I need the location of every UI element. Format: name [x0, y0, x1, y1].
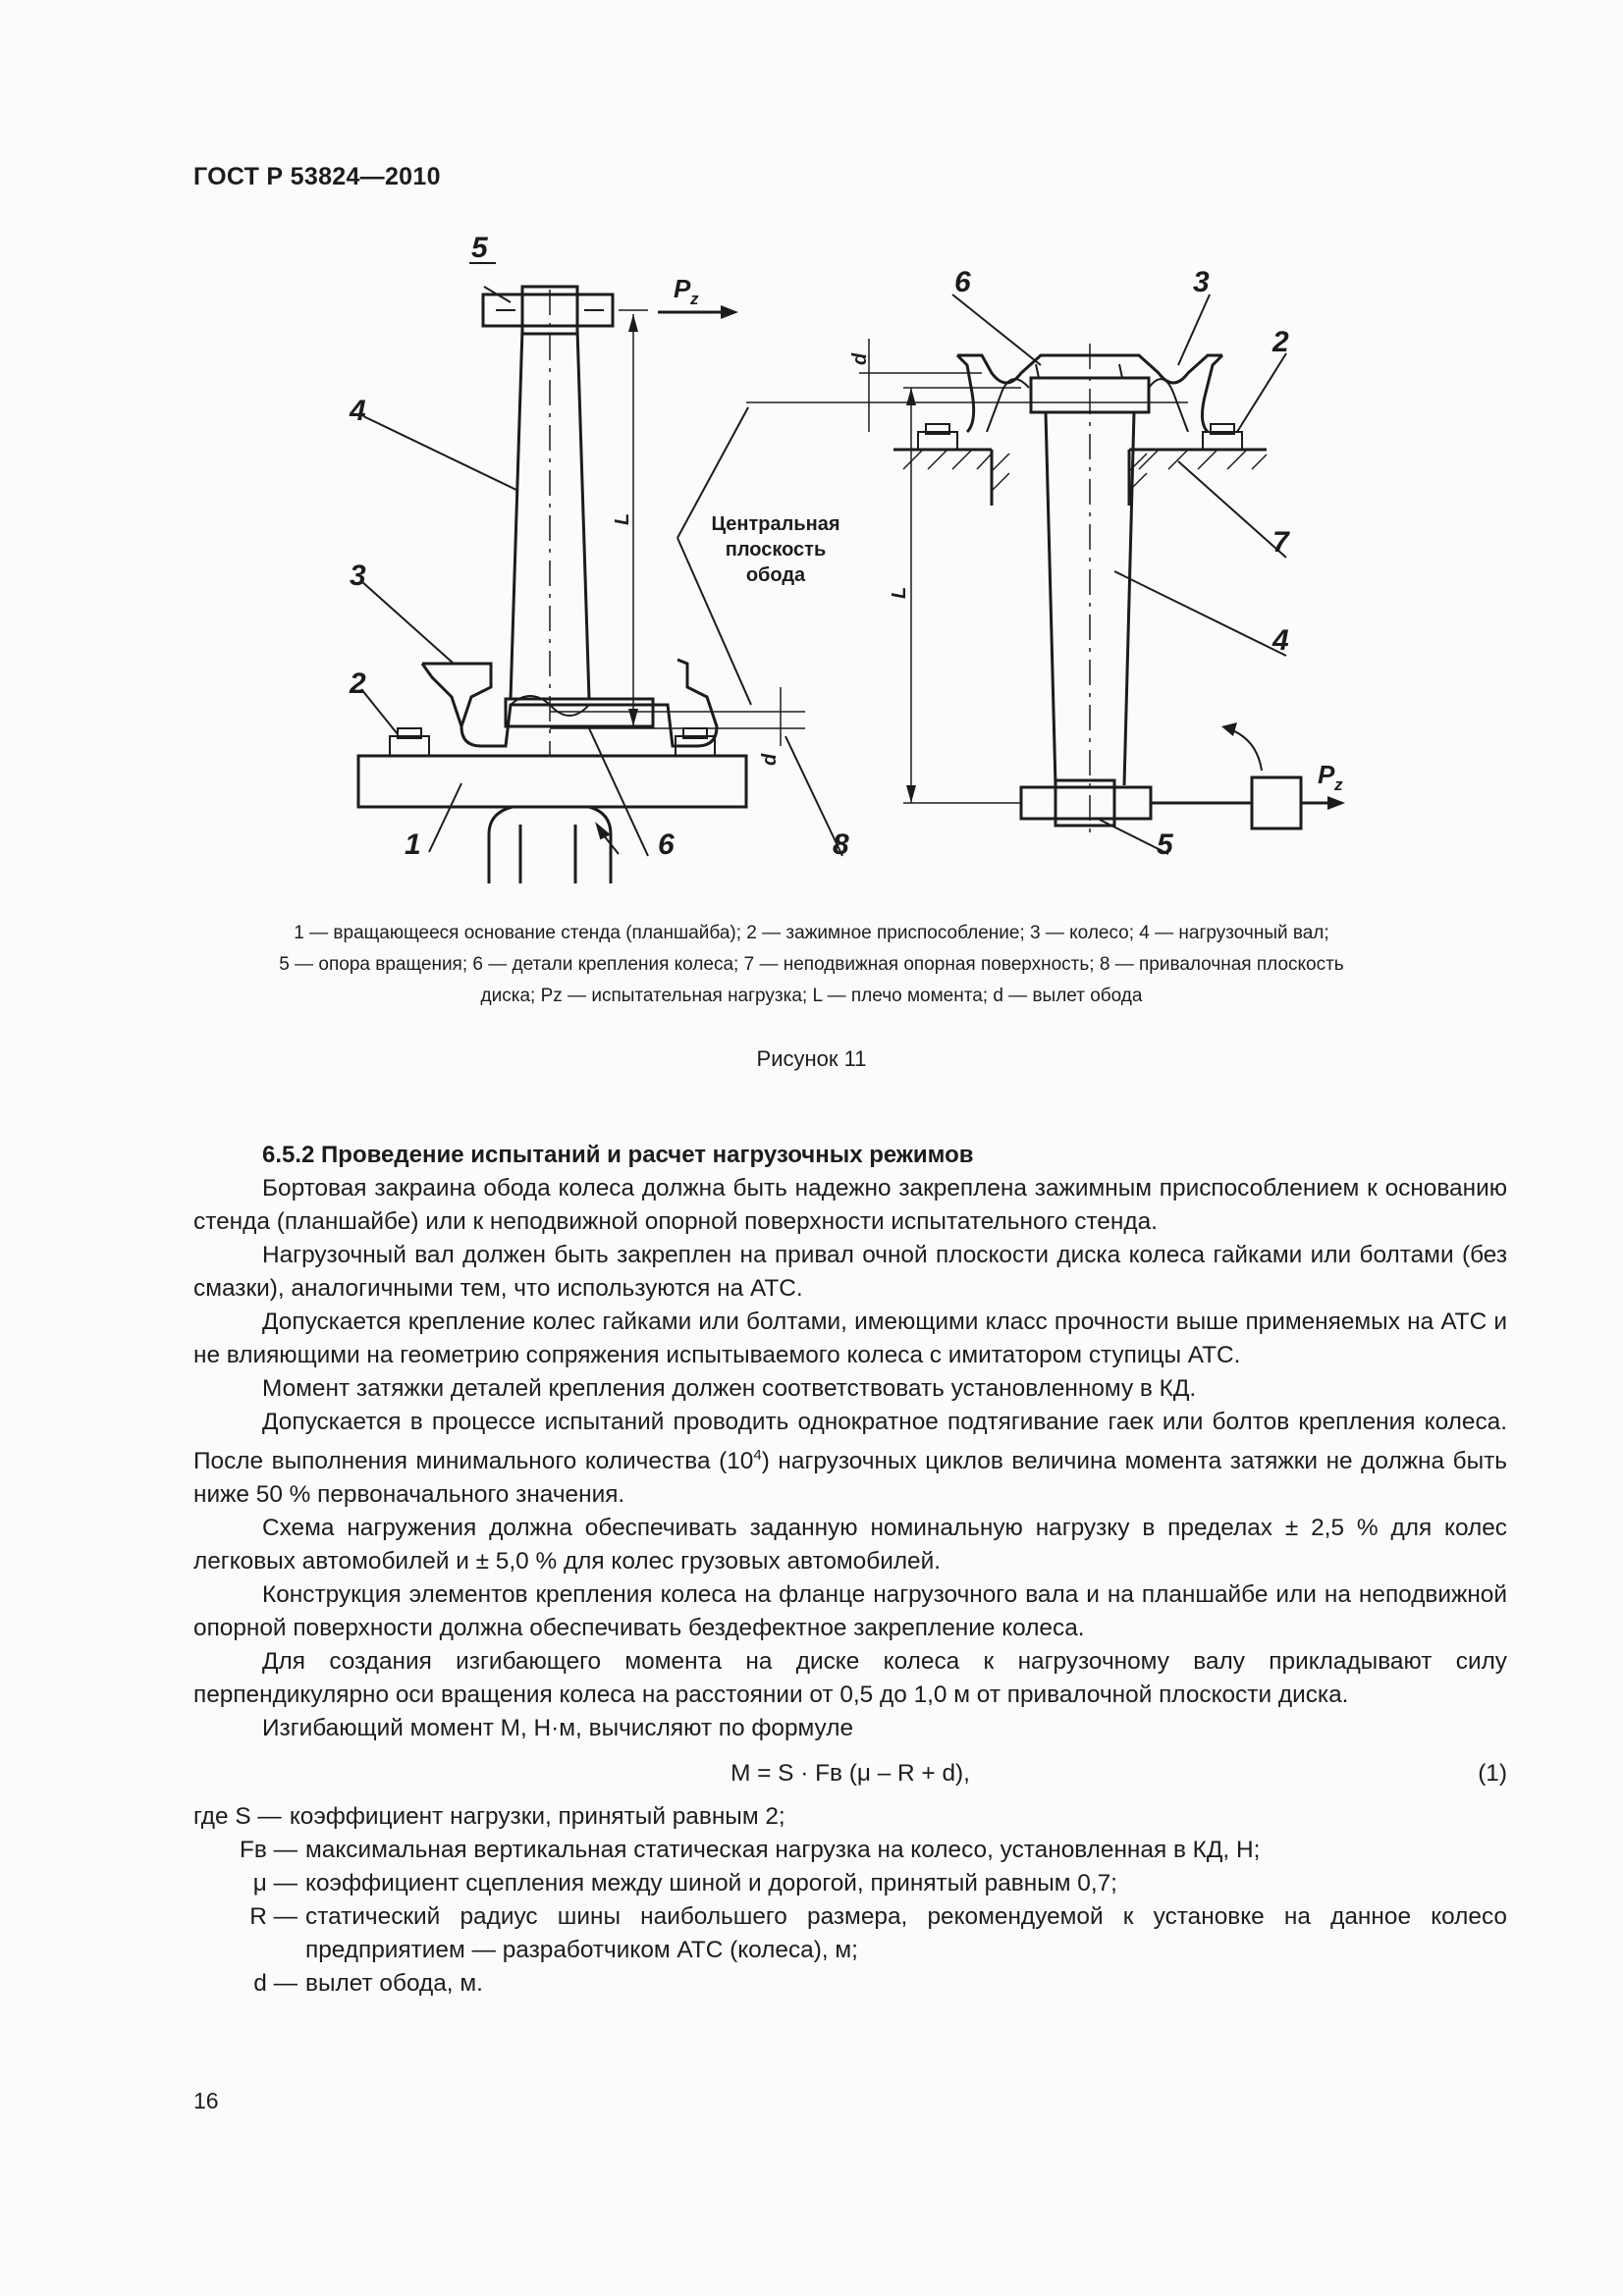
paragraph: Изгибающий момент M, Н·м, вычисляют по формуле [262, 1715, 854, 1742]
L-label-left: L [612, 512, 633, 525]
page-number: 16 [193, 2088, 219, 2113]
svg-text:z: z [690, 290, 699, 308]
section-heading: 6.5.2 Проведение испытаний и расчет нагрузочных режимов [262, 1142, 974, 1168]
pz-label-right: P [1318, 760, 1335, 789]
formula-expression: M = S · Fв (μ – R + d), [730, 1760, 970, 1788]
label-2-left: 2 [350, 667, 366, 700]
label-5-left: 5 [471, 232, 488, 264]
d-label-right: d [849, 352, 871, 365]
symbol-row: Fв — максимальная вертикальная статическая нагрузка на колесо, установленная в КД, Н; [239, 1837, 1261, 1864]
paragraph: Допускается крепление колес гайками или болтами, имеющими класс прочности выше применяемых на АТС и не влияющими на геометрию сопряжения испытываемого колеса с имитатором ступицы АТС. [193, 1308, 1507, 1368]
symbol-row: μ — коэффициент сцепления между шиной и дорогой, принятый равным 0,7; [252, 1870, 1117, 1897]
symbol-row: R — статический радиус шины наибольшего размера, рекомендуемой к установке на данное колесо предприятием — разработчиком АТС (колеса), м; [249, 1903, 1507, 1964]
label-3-right: 3 [1193, 266, 1210, 298]
pz-label-left: P [674, 274, 691, 303]
label-7: 7 [1272, 526, 1289, 559]
d-label-left: d [759, 753, 781, 766]
section-body [193, 1139, 1507, 2001]
label-1: 1 [405, 828, 421, 861]
paragraph: Для создания изгибающего момента на диске колеса к нагрузочному валу прикладывают силу перпендикулярно оси вращения колеса на расстоянии от 0,5 до 1,0 м от привалочной плоскости диска. [193, 1648, 1507, 1709]
figure-caption: 1 — вращающееся основание стенда (планшайба); 2 — зажимное приспособление; 3 — колесо; 4 — нагрузочный вал; 5 — опора вращения; 6 — детали крепления колеса; 7 — неподвижная опорная поверхность; 8 — привалочная плоскость диска; Pz — испытательная нагрузка; L — плечо момента; d — вылет обода [279, 923, 1344, 1006]
label-3-left: 3 [350, 560, 366, 592]
symbol-row: d — вылет обода, м. [253, 1970, 483, 1998]
central-plane-label-2: плоскость [725, 539, 827, 561]
paragraph: Допускается в процессе испытаний проводить однократное подтягивание гаек или болтов крепления колеса. После выполнения минимального количества $(10^4)$ нагрузочных циклов величина момента затяжки не должна быть ниже 50 % первоначального значения. [193, 1409, 1507, 1509]
document-code-header: ГОСТ Р 53824—2010 [193, 163, 441, 190]
label-6-left: 6 [658, 828, 675, 861]
label-8: 8 [833, 828, 849, 861]
central-plane-label-3: обода [745, 564, 806, 586]
formula-1 [193, 1751, 1507, 1796]
label-5-right: 5 [1157, 828, 1173, 861]
paragraph: Схема нагружения должна обеспечивать заданную номинальную нагрузку в пределах ± 2,5 % для колес легковых автомобилей и ± 5,0 % для колес грузовых автомобилей. [193, 1515, 1507, 1575]
symbol-list [193, 1800, 1507, 2001]
paragraph: Бортовая закраина обода колеса должна быть надежно закреплена зажимным приспособлением к основанию стенда (планшайбе) или к неподвижной опорной поверхности испытательного стенда. [193, 1175, 1507, 1235]
paragraph: Нагрузочный вал должен быть закреплен на привал очной плоскости диска колеса гайками или болтами (без смазки), аналогичными тем, что используются на АТС. [193, 1242, 1507, 1302]
label-6-right: 6 [954, 266, 971, 298]
paragraph: Момент затяжки деталей крепления должен соответствовать установленному в КД. [262, 1375, 1197, 1402]
figure-11-drawing [0, 216, 1623, 903]
formula-number: (1) [1478, 1760, 1507, 1788]
figure-title: Рисунок 11 [756, 1046, 867, 1071]
symbol-row: где S — коэффициент нагрузки, принятый равным 2; [193, 1803, 785, 1831]
central-plane-label-1: Центральная [711, 513, 840, 535]
L-label-right: L [889, 586, 910, 599]
label-2-right: 2 [1272, 326, 1289, 358]
paragraph: Конструкция элементов крепления колеса на фланце нагрузочного вала и на планшайбе или на неподвижной опорной поверхности должна обеспечивать бездефектное закрепление колеса. [193, 1581, 1507, 1642]
right-assembly [746, 294, 1345, 854]
svg-text:z: z [1334, 775, 1343, 794]
label-4-left: 4 [350, 395, 366, 427]
label-4-right: 4 [1272, 624, 1289, 657]
